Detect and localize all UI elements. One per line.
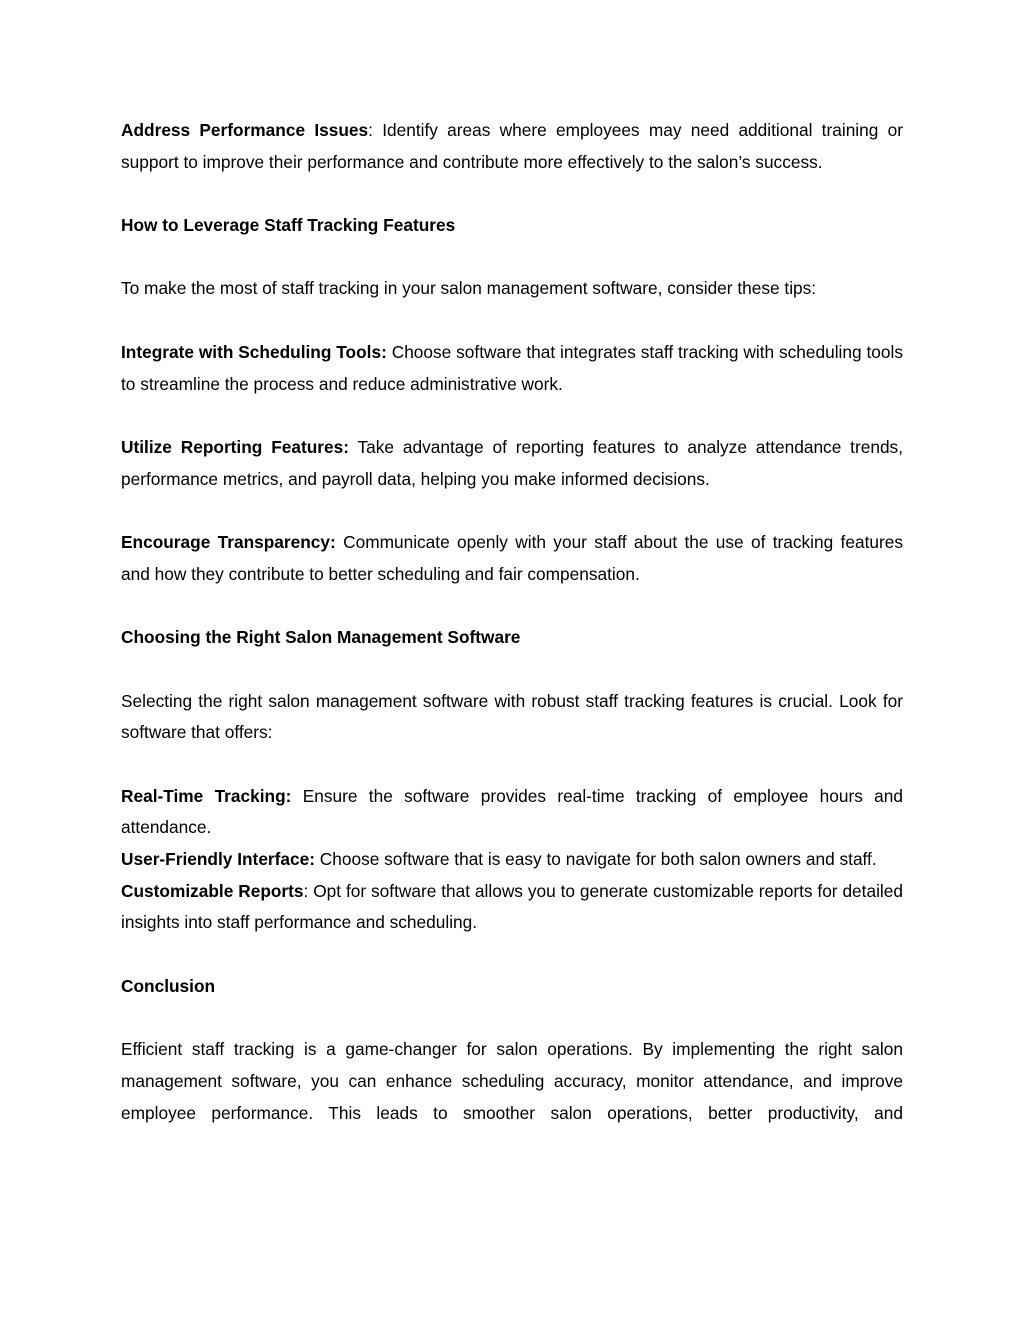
user-friendly-text: Choose software that is easy to navigate for both salon owners and staff. (315, 849, 877, 870)
address-performance-label: Address Performance Issues (121, 120, 369, 140)
reporting-features-paragraph (121, 432, 903, 495)
conclusion-paragraph: Efficient staff tracking is a game-changer for salon operations. By implementing the right salon management software, you can enhance scheduling accuracy, monitor attendance, and improve employee performance. This leads to smoother salon operations, better productivity, and (121, 1039, 903, 1123)
integrate-scheduling-paragraph (121, 337, 903, 400)
reporting-features-label: Utilize Reporting Features: (121, 436, 349, 457)
intro-tips-paragraph: To make the most of staff tracking in your salon management software, consider these tips: (121, 278, 817, 299)
customizable-reports-paragraph (121, 876, 903, 939)
address-performance-separator: : (368, 120, 383, 140)
customizable-reports-label: Customizable Reports (121, 880, 304, 901)
reporting-features-text: Take advantage of reporting features to analyze attendance trends, performance metrics, and payroll data, helping you make informed decisions. (121, 436, 903, 489)
transparency-paragraph (121, 527, 903, 590)
user-friendly-label: User-Friendly Interface: (121, 849, 315, 870)
selecting-software-paragraph: Selecting the right salon management software with robust staff tracking features is crucial. Look for software that offers: (121, 690, 903, 743)
transparency-text: Communicate openly with your staff about the use of tracking features and how they contribute to better scheduling and fair compensation. (121, 532, 903, 584)
transparency-label: Encourage Transparency: (121, 532, 336, 553)
address-performance-text: Identify areas where employees may need additional training or support to improve their performance and contribute more effectively to the salon’s success. (121, 120, 903, 172)
integrate-scheduling-label: Integrate with Scheduling Tools: (121, 341, 387, 362)
realtime-tracking-label: Real-Time Tracking: (121, 785, 292, 806)
customizable-reports-text: : Opt for software that allows you to generate customizable reports for detailed insights into staff performance and scheduling. (121, 880, 903, 933)
address-performance-paragraph (121, 115, 903, 178)
realtime-tracking-paragraph (121, 781, 903, 844)
user-friendly-paragraph (121, 844, 903, 876)
integrate-scheduling-text: Choose software that integrates staff tracking with scheduling tools to streamline the process and reduce administrative work. (121, 341, 903, 394)
heading-conclusion: Conclusion (121, 975, 216, 996)
heading-leverage-staff-tracking: How to Leverage Staff Tracking Features (121, 215, 456, 236)
document-page (121, 115, 903, 1129)
realtime-tracking-text: Ensure the software provides real-time tracking of employee hours and attendance. (121, 785, 903, 838)
heading-choosing-software: Choosing the Right Salon Management Software (121, 627, 521, 648)
